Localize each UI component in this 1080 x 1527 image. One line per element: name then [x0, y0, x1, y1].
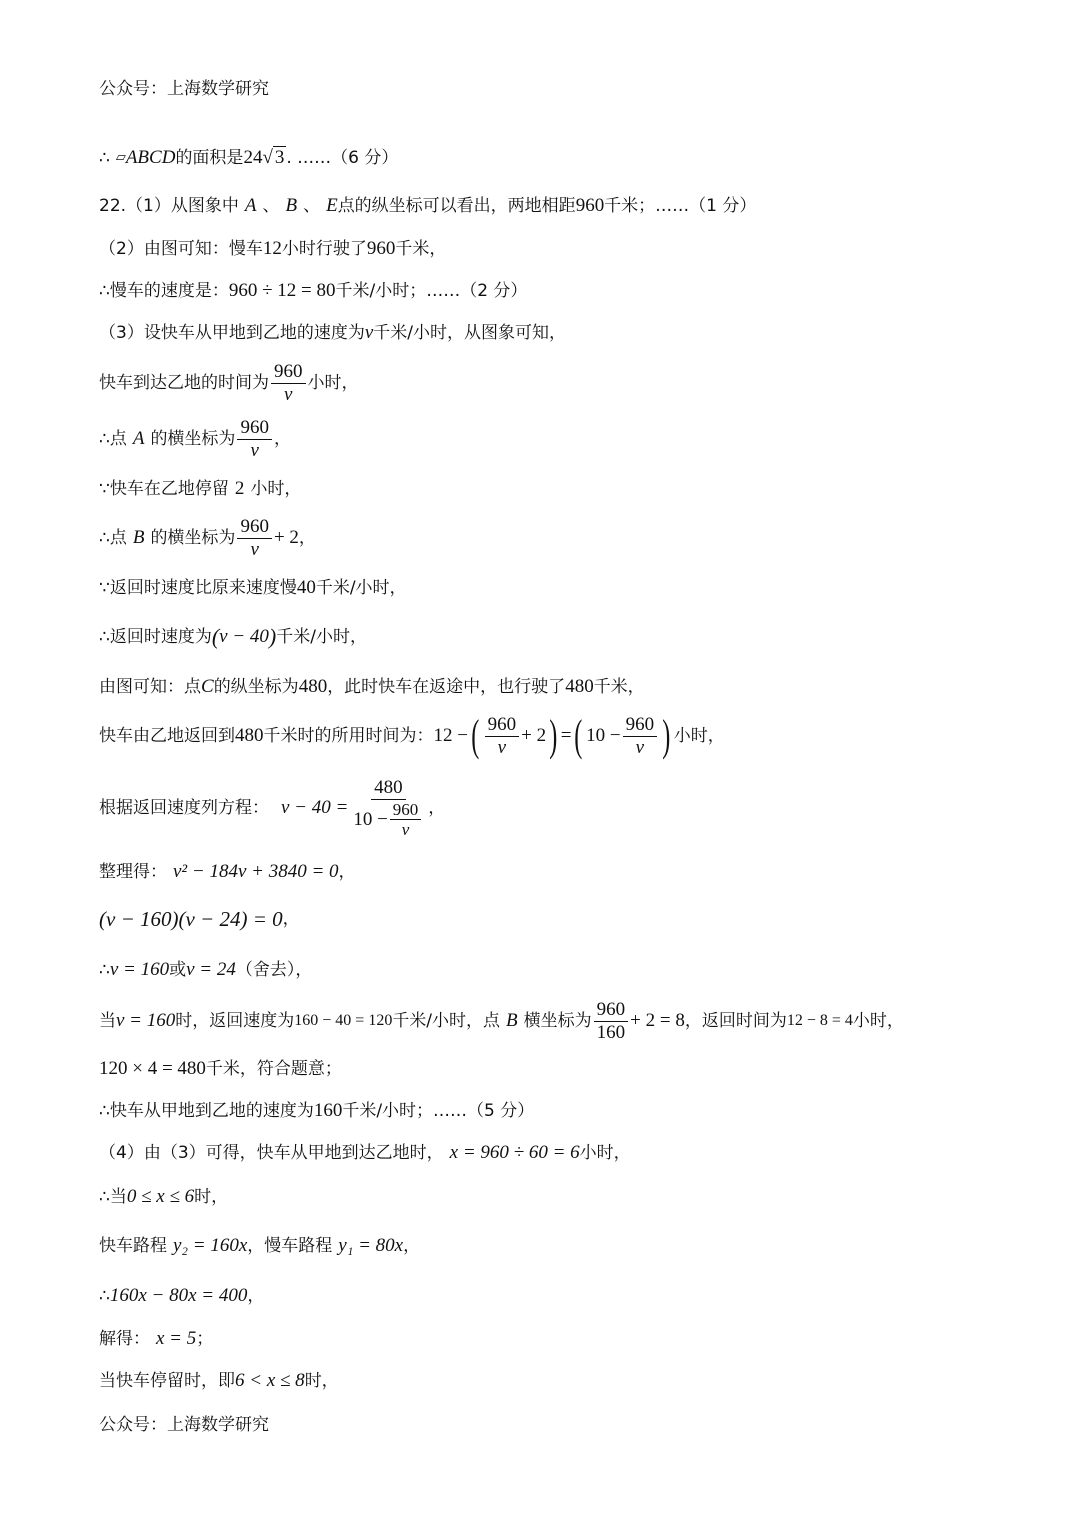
page-header: 公众号：上海数学研究: [99, 79, 269, 99]
page-footer: 公众号：上海数学研究: [99, 1415, 269, 1435]
line-verify: 120 × 4 = 480 千米，符合题意；: [99, 1058, 342, 1079]
line-point-a: ∴点 A 的横坐标为 $\frac{960}{v}$ ，: [99, 416, 291, 461]
line-22-1: 22.（1）从图象中 A 、 B 、 E 点的纵坐标可以看出，两地相距 960 千米；……（1 分）: [99, 195, 757, 216]
line-simplify: 整理得： v² − 184v + 3840 = 0 ，: [99, 861, 356, 882]
line-point-b: ∴点 B 的横坐标为 $\frac{960}{v}$ + 2 ，: [99, 515, 316, 560]
compound-fraction: 480 10 − $\frac{960}{v}$: [350, 777, 426, 839]
line-return-speed: ∴返回时速度为 ( v − 40 ) 千米/小时，: [99, 624, 367, 649]
line-return-time: 快车由乙地返回到 480 千米时的所用时间为： 12 − ( $\frac{960}{v}$ + 2 ) = ( 10 − $\frac{960}{v}$ ) 小时，: [99, 711, 725, 760]
fraction: $\frac{960}{v}$: [485, 714, 520, 759]
fraction: $\frac{960}{v}$: [237, 516, 272, 561]
line-point-c: 由图可知：点 C 的纵坐标为 480 ，此时快车在返途中，也行驶了 480 千米，: [99, 676, 645, 697]
line-22-4: （4）由（3）可得，快车从甲地到达乙地时， x = 960 ÷ 60 = 6 小时，: [99, 1142, 631, 1163]
line-fast-speed: ∴快车从甲地到乙地的速度为 160 千米/小时；……（5 分）: [99, 1100, 535, 1121]
line-range-2: 当快车停留时，即 6 < x ≤ 8 时，: [99, 1370, 339, 1391]
line-range-1: ∴当 0 ≤ x ≤ 6 时，: [99, 1186, 229, 1207]
line-22-2: （2）由图可知：慢车 12 小时行驶了 960 千米，: [99, 238, 447, 259]
fraction: $\frac{960}{v}$: [271, 361, 306, 406]
line-area-conclusion: ∴ ▱ ABCD 的面积是 24 √ 3 . ……（6 分）: [99, 146, 399, 168]
line-return-slower: ∵返回时速度比原来速度慢 40 千米/小时，: [99, 577, 407, 598]
line-equation: 根据返回速度列方程： v − 40 = 480 10 − $\frac{960}{v}$ ，: [99, 777, 446, 839]
line-gap-eq: ∴ 160x − 80x = 400 ，: [99, 1285, 265, 1306]
fraction: $\frac{960}{v}$: [237, 417, 272, 462]
line-factor: (v − 160)(v − 24) = 0 ，: [99, 907, 300, 931]
fraction: $\frac{960}{v}$: [623, 714, 658, 759]
line-solutions: ∴ v = 160 或 v = 24 （舍去），: [99, 959, 313, 980]
line-check: 当 v = 160 时，返回速度为 160 − 40 = 120 千米/小时，点 B 横坐标为 $\frac{960}{160}$ + 2 = 8 ，返回时间为 12 − 8 = 4 小时，: [99, 998, 904, 1043]
line-time-to-b: 快车到达乙地的时间为 $\frac{960}{v}$ 小时，: [99, 360, 359, 405]
line-distances: 快车路程 y₂ = 160x ，慢车路程 y₁ = 80x ，: [99, 1235, 421, 1256]
fraction: $\frac{960}{160}$: [594, 999, 629, 1044]
line-slow-speed: ∴慢车的速度是： 960 ÷ 12 = 80 千米/小时；……（2 分）: [99, 280, 528, 301]
line-solve-x: 解得： x = 5 ；: [99, 1328, 214, 1349]
line-22-3: （3）设快车从甲地到乙地的速度为 v 千米/小时，从图象可知，: [99, 322, 566, 343]
sqrt-symbol: √ 3: [262, 147, 285, 168]
line-stay: ∵快车在乙地停留 2 小时，: [99, 478, 302, 499]
